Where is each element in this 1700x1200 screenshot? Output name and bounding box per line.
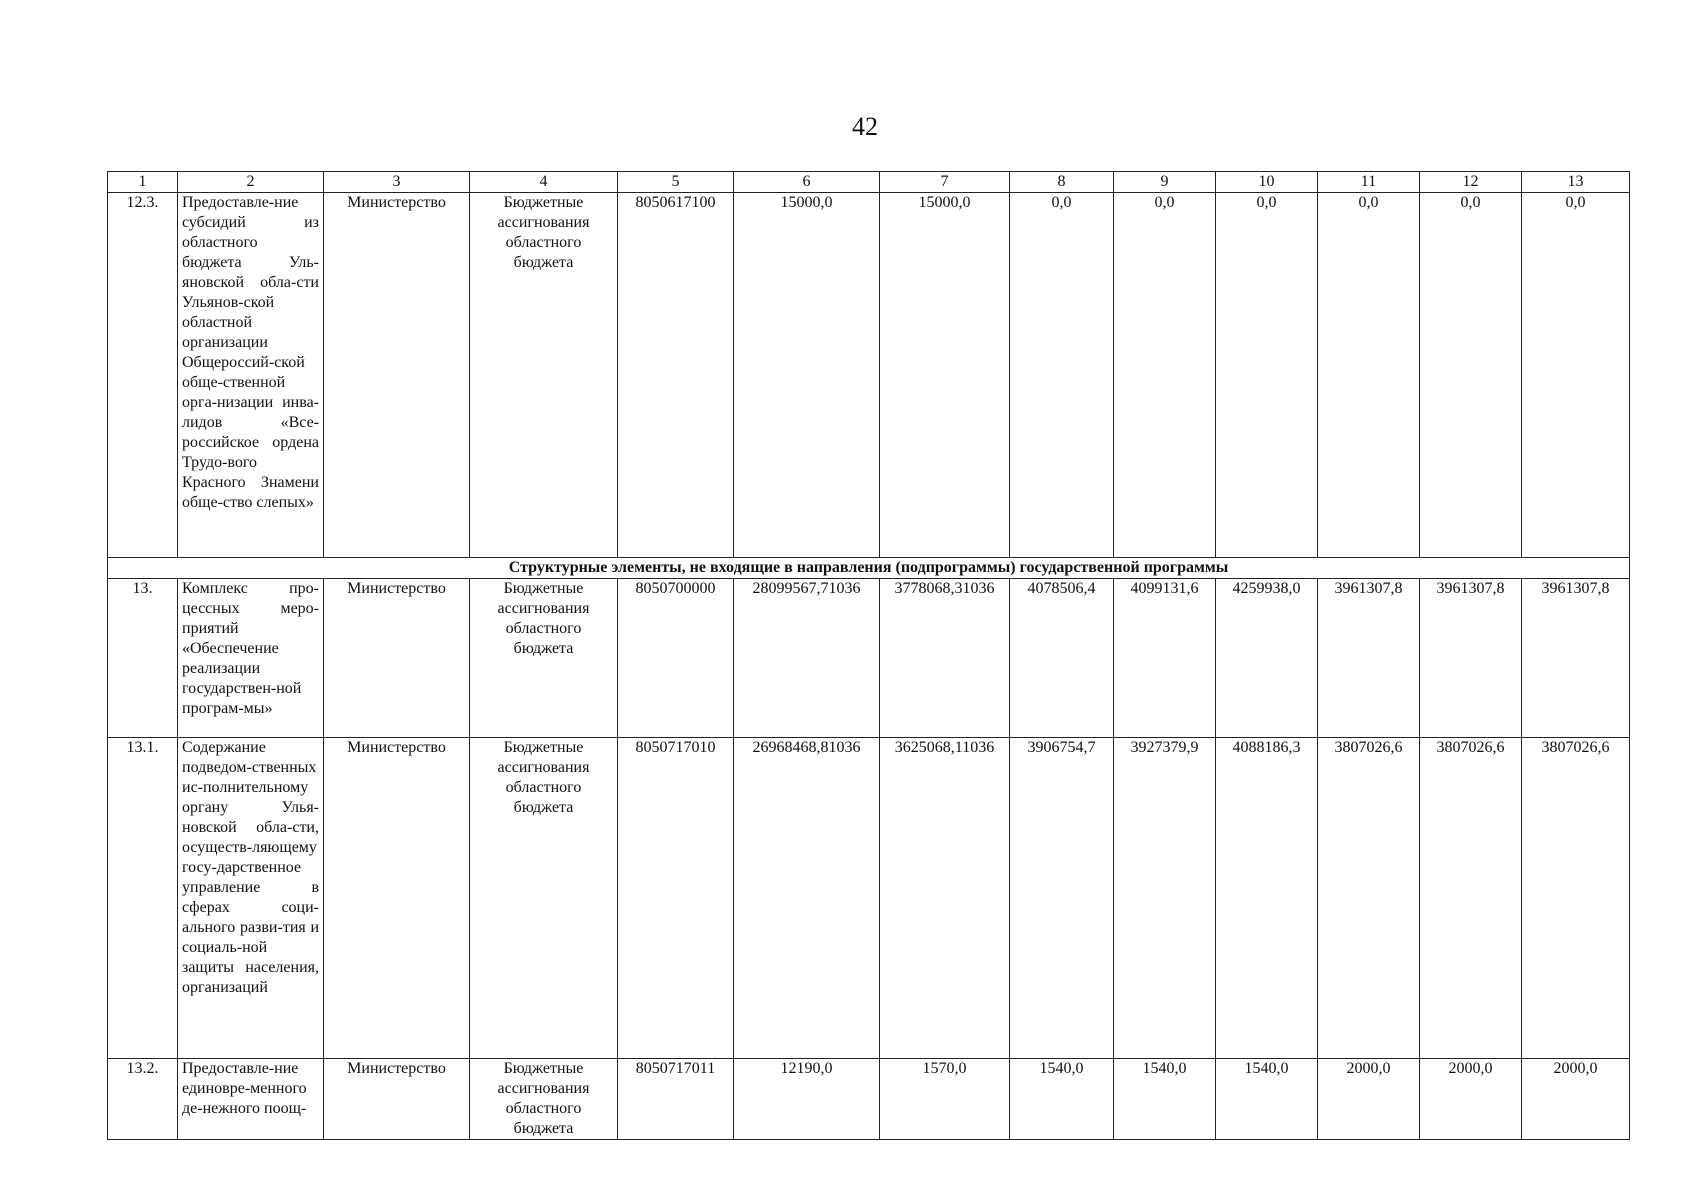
row-executor: Министерство — [324, 193, 470, 558]
row-year-value: 4099131,6 — [1114, 579, 1216, 738]
column-number: 5 — [618, 172, 734, 193]
row-name: Комплекс про-цессных меро-приятий «Обеспечение реализации государствен-ной програм-мы» — [178, 579, 324, 738]
row-executor: Министерство — [324, 738, 470, 1059]
row-total: 28099567,71036 — [734, 579, 880, 738]
row-year-value: 4259938,0 — [1216, 579, 1318, 738]
row-year-value: 0,0 — [1420, 193, 1522, 558]
column-number: 12 — [1420, 172, 1522, 193]
row-total: 12190,0 — [734, 1059, 880, 1140]
column-number: 1 — [108, 172, 178, 193]
row-year-value: 1540,0 — [1216, 1059, 1318, 1140]
row-year-value: 0,0 — [1216, 193, 1318, 558]
row-year-value: 3807026,6 — [1318, 738, 1420, 1059]
column-number: 10 — [1216, 172, 1318, 193]
row-source: Бюджетные ассигнования областного бюджета — [470, 193, 618, 558]
row-year-value: 4078506,4 — [1010, 579, 1114, 738]
row-year-value: 4088186,3 — [1216, 738, 1318, 1059]
column-number: 11 — [1318, 172, 1420, 193]
row-year-value: 2000,0 — [1420, 1059, 1522, 1140]
row-year-value: 1540,0 — [1010, 1059, 1114, 1140]
row-code: 8050717010 — [618, 738, 734, 1059]
section-row — [108, 558, 1630, 579]
row-year-value: 3807026,6 — [1522, 738, 1630, 1059]
column-number: 4 — [470, 172, 618, 193]
column-number: 6 — [734, 172, 880, 193]
row-year-value: 1570,0 — [880, 1059, 1010, 1140]
row-year-value: 0,0 — [1522, 193, 1630, 558]
row-code: 8050717011 — [618, 1059, 734, 1140]
column-number: 8 — [1010, 172, 1114, 193]
row-index: 13. — [108, 579, 178, 738]
row-index: 13.1. — [108, 738, 178, 1059]
row-year-value: 3961307,8 — [1522, 579, 1630, 738]
row-year-value: 3906754,7 — [1010, 738, 1114, 1059]
section-title: Структурные элементы, не входящие в направления (подпрограммы) государственной программы — [108, 558, 1630, 579]
row-year-value: 2000,0 — [1318, 1059, 1420, 1140]
table-row — [108, 193, 1630, 558]
column-number: 7 — [880, 172, 1010, 193]
row-source: Бюджетные ассигнования областного бюджета — [470, 579, 618, 738]
row-index: 13.2. — [108, 1059, 178, 1140]
row-year-value: 0,0 — [1318, 193, 1420, 558]
row-executor: Министерство — [324, 1059, 470, 1140]
column-number: 3 — [324, 172, 470, 193]
column-number: 13 — [1522, 172, 1630, 193]
row-source: Бюджетные ассигнования областного бюджета — [470, 1059, 618, 1140]
row-year-value: 3807026,6 — [1420, 738, 1522, 1059]
row-executor: Министерство — [324, 579, 470, 738]
row-code: 8050617100 — [618, 193, 734, 558]
table-row — [108, 579, 1630, 738]
row-code: 8050700000 — [618, 579, 734, 738]
table-row — [108, 1059, 1630, 1140]
row-total: 15000,0 — [734, 193, 880, 558]
row-year-value: 3927379,9 — [1114, 738, 1216, 1059]
row-name: Предоставле-ние субсидий из областного бюджета Уль-яновской обла-сти Ульянов-ской областной организации Общероссий-ской обще-ственной орга-низации инва-лидов «Все-российское ордена Трудо-вого Красного Знамени обще-ство слепых» — [178, 193, 324, 558]
row-year-value: 3961307,8 — [1420, 579, 1522, 738]
row-total: 26968468,81036 — [734, 738, 880, 1059]
table-row — [108, 738, 1630, 1059]
row-index: 12.3. — [108, 193, 178, 558]
page-number: 42 — [852, 112, 878, 141]
row-year-value: 3961307,8 — [1318, 579, 1420, 738]
column-number: 9 — [1114, 172, 1216, 193]
row-name: Содержание подведом-ственных ис-полнительному органу Улья-новской обла-сти, осуществ-ляющему госу-дарственное управление в сферах соци-ального разви-тия и социаль-ной защиты населения, организаций — [178, 738, 324, 1059]
row-year-value: 2000,0 — [1522, 1059, 1630, 1140]
row-year-value: 3778068,31036 — [880, 579, 1010, 738]
column-number: 2 — [178, 172, 324, 193]
row-year-value: 15000,0 — [880, 193, 1010, 558]
row-year-value: 1540,0 — [1114, 1059, 1216, 1140]
row-year-value: 0,0 — [1114, 193, 1216, 558]
row-name: Предоставле-ние единовре-менного де-нежного поощ- — [178, 1059, 324, 1140]
budget-table — [107, 171, 1630, 1140]
row-year-value: 3625068,11036 — [880, 738, 1010, 1059]
column-number-row — [108, 172, 1630, 193]
row-source: Бюджетные ассигнования областного бюджета — [470, 738, 618, 1059]
row-year-value: 0,0 — [1010, 193, 1114, 558]
